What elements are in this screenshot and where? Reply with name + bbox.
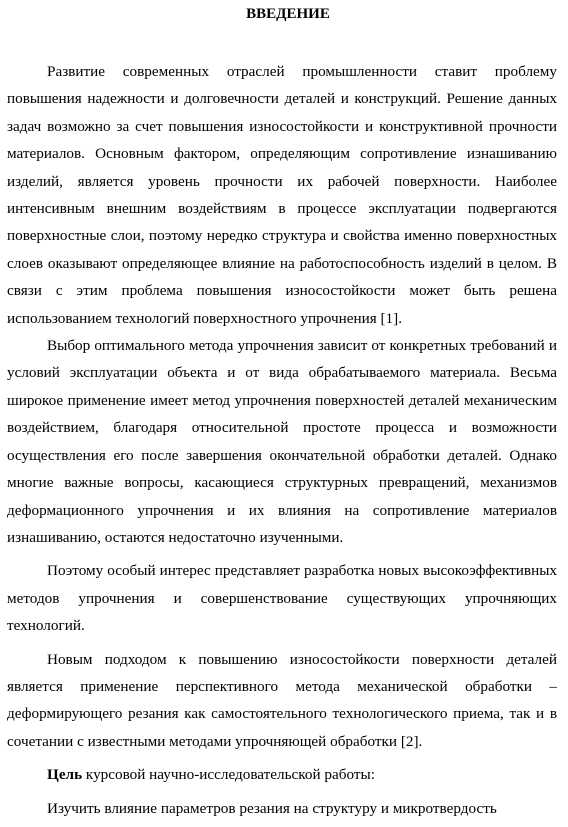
goal-text: курсовой научно-исследовательской работы: (82, 766, 375, 784)
paragraph-interest: Поэтому особый интерес представляет разработка новых высокоэффективных методов упрочнения и совершенствование существующих упрочняющих технологий. (7, 562, 557, 635)
paragraph-method-choice: Выбор оптимального метода упрочнения зависит от конкретных требований и условий эксплуатации объекта и от вида обрабатываемого материала. Весьма широкое применение имеет метод упрочнения поверхностей деталей механическим воздействием, благодаря относительной простоте процесса и возможности осуществления его после завершения окончательной обработки деталей. Однако многие важные вопросы, касающиеся структурных превращений, механизмов деформационного упрочнения и их влияния на сопротивление материалов изнашиванию, остаются недостаточно изученными. (7, 337, 557, 546)
goal-label: Цель (47, 766, 83, 784)
paragraph-new-approach: Новым подходом к повышению износостойкости поверхности деталей является применение перспективного метода механической обработки – деформирующего резания как самостоятельного технологического приема, так и в сочетании с известными методами упрочняющей обработки [2]. (7, 650, 557, 750)
paragraph-intro: Развитие современных отраслей промышленности ставит проблему повышения надежности и долговечности деталей и конструкций. Решение данных задач возможно за счет повышения износостойкости и конструктивной прочности материалов. Основным фактором, определяющим сопротивление изнашиванию изделий, является уровень прочности их рабочей поверхности. Наиболее интенсивным внешним воздействиям в процессе эксплуатации подвергаются поверхностные слои, поэтому нередко структура и свойства именно поверхностных слоев оказывают определяющее влияние на работоспособность изделий в целом. В связи с этим проблема повышения износостойкости может быть решена использованием технологий поверхностного упрочнения [1]. (7, 63, 557, 327)
document-body (7, 58, 557, 822)
paragraph-goal (7, 761, 557, 788)
paragraph-task: Изучить влияние параметров резания на структуру и микротвердость (47, 799, 497, 817)
page-title: ВВЕДЕНИЕ (246, 6, 330, 22)
